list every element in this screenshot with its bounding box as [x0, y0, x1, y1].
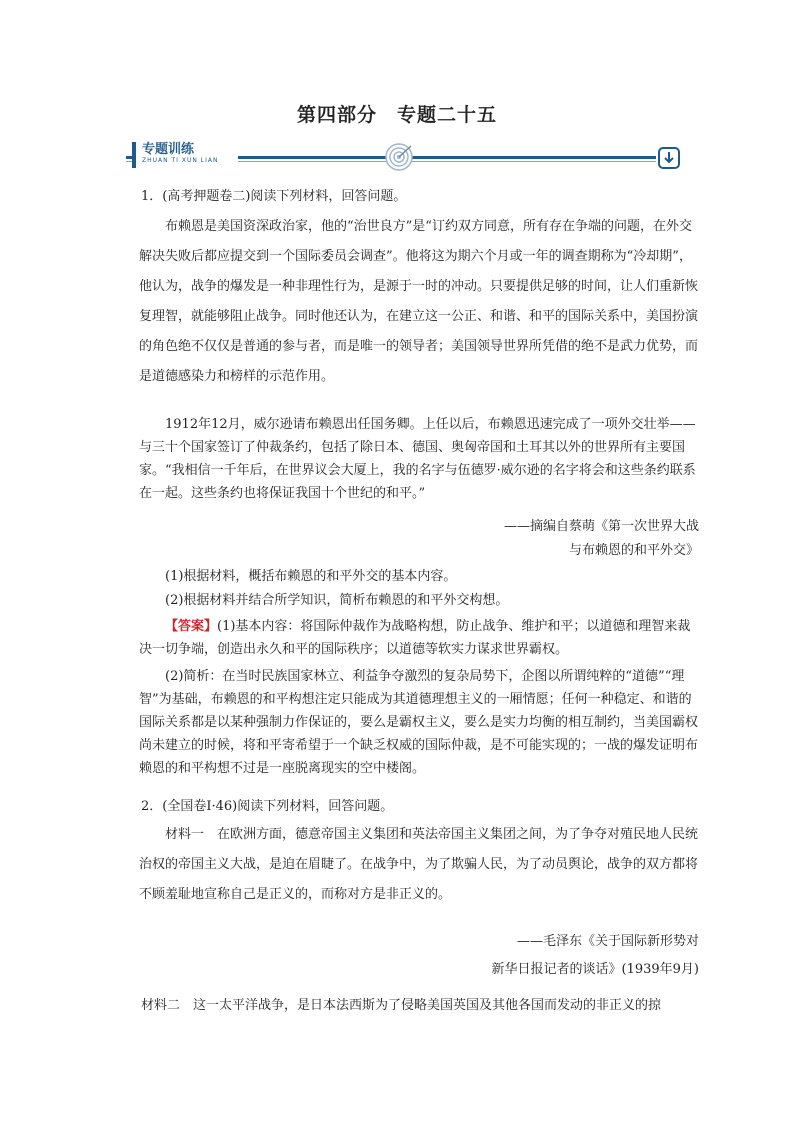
- q2-material1: 材料一 在欧洲方面，德意帝国主义集团和英法帝国主义集团之间，为了争夺对殖民地人民统治权的帝国主义大战，是迫在眉睫了。在战争中，为了欺骗人民，为了动员舆论，战争的双方都将不顾羞耻地宣称自己是正义的，而称对方是非正义的。: [139, 827, 699, 902]
- q1-stem: 1．(高考押题卷二)阅读下列材料，回答问题。: [141, 189, 407, 204]
- q1-material-b: 1912年12月，威尔逊请布赖恩出任国务卿。上任以后，布赖恩迅速完成了一项外交壮举——与三十个国家签订了仲裁条约，包括了除日本、德国、奥匈帝国和土耳其以外的世界所有主要国家。“我相信一千年后，在世界议会大厦上，我的名字与伍德罗·威尔逊的名字将会和这些条约联系在一起。这些条约也将保证我国十个世纪的和平。”: [139, 417, 696, 501]
- q1-answer1: [139, 615, 699, 661]
- q2-stem: 2．(全国卷Ⅰ·46)阅读下列材料，回答问题。: [141, 799, 394, 814]
- q2-source-line2: 新华日报记者的谈话》(1939年9月): [491, 962, 699, 977]
- answer-tag: 【答案】: [165, 619, 218, 634]
- q2-material2: 材料二 这一太平洋战争，是日本法西斯为了侵略美国英国及其他各国而发动的非正义的掠: [141, 998, 662, 1013]
- q1-material-a: 布赖恩是美国资深政治家，他的“治世良方”是“订约双方同意，所有存在争端的问题，在外交解决失败后都应提交到一个国际委员会调查”。他将这为期六个月或一年的调查期称为“冷却期”，他认为，战争的爆发是一种非理性行为，是源于一时的冲动。只要提供足够的时间，让人们重新恢复理智，就能够阻止战争。同时他还认为，在建立这一公正、和谐、和平的国际关系中，美国扮演的角色绝不仅仅是普通的参与者，而是唯一的领导者；美国领导世界所凭借的绝不是武力优势，而是道德感染力和榜样的示范作用。: [139, 219, 699, 384]
- arrow-down-icon: [658, 147, 680, 169]
- q2-source-line1: ——毛泽东《关于国际新形势对: [516, 934, 699, 949]
- q1-sub1: (1)根据材料，概括布赖恩的和平外交的基本内容。: [165, 569, 457, 584]
- section-banner: [126, 140, 686, 172]
- target-icon: [384, 142, 414, 172]
- q1-answer2: (2)简析：在当时民族国家林立、利益争夺激烈的复杂局势下，企图以所谓纯粹的“道德”“理智”为基础，布赖恩的和平构想注定只能成为其道德理想主义的一厢情愿；任何一种稳定、和谐的国际关系都是以某种强制力作保证的，要么是霸权主义，要么是实力均衡的相互制约，当美国霸权尚未建立的时候，将和平寄希望于一个缺乏权威的国际仲裁，是不可能实现的；一战的爆发证明布赖恩的和平构想不过是一座脱离现实的空中楼阁。: [139, 669, 699, 776]
- q1-sub2: (2)根据材料并结合所学知识，简析布赖恩的和平外交构想。: [165, 593, 509, 608]
- q1-source-line1: ——摘编自蔡萌《第一次世界大战: [503, 519, 699, 534]
- q1-source-line2: 与布赖恩的和平外交》: [568, 543, 699, 558]
- q1-answer1-text: (1)基本内容：将国际仲裁作为战略构想，防止战争、维护和平；以道德和理智来裁决一切争端，创造出永久和平的国际秩序；以道德等软实力谋求世界霸权。: [139, 619, 691, 657]
- banner-pinyin: ZHUAN TI XUN LIAN: [142, 157, 219, 164]
- page-title: 第四部分 专题二十五: [296, 104, 497, 126]
- banner-label: [132, 142, 238, 168]
- banner-title: 专题训练: [142, 142, 195, 157]
